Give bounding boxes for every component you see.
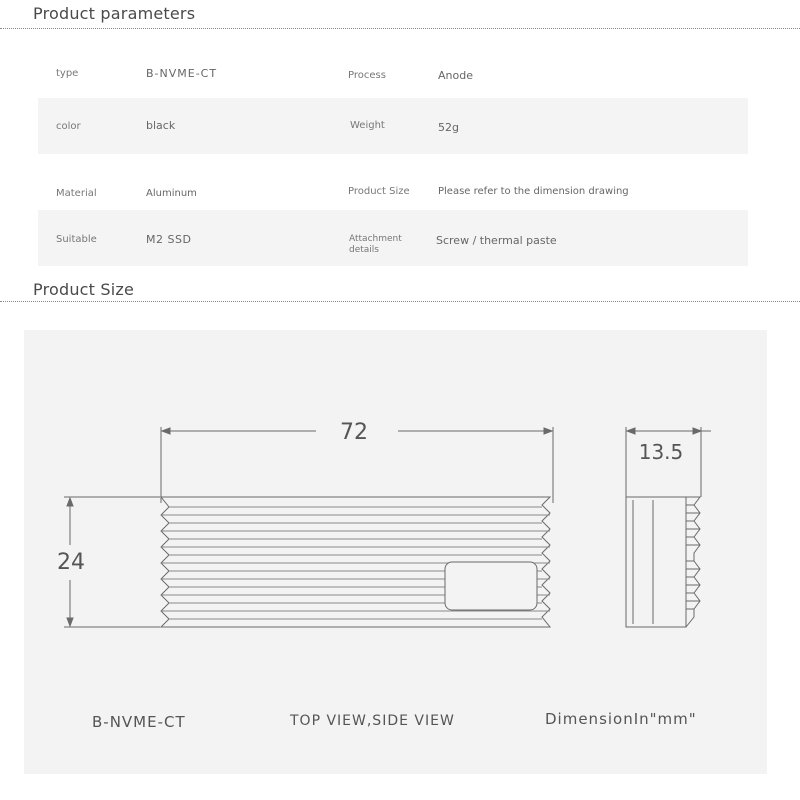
param-value: Screw / thermal paste <box>436 234 557 247</box>
length-label: 72 <box>340 420 368 445</box>
param-label: Process <box>348 70 386 81</box>
label-window <box>445 562 537 610</box>
dimension-drawing <box>24 330 767 774</box>
param-value: B-NVME-CT <box>146 67 218 80</box>
product-parameters-title: Product parameters <box>33 4 196 23</box>
param-value: black <box>146 119 176 132</box>
arrow-icon <box>544 428 552 434</box>
side-body <box>626 497 686 627</box>
arrow-icon <box>67 498 73 506</box>
arrow-icon <box>693 428 701 434</box>
thickness-label: 13.5 <box>638 440 684 464</box>
views-caption: TOP VIEW,SIDE VIEW <box>290 713 455 729</box>
param-value: Please refer to the dimension drawing <box>438 186 629 197</box>
width-label: 24 <box>57 550 85 575</box>
param-row <box>38 172 748 210</box>
section-divider <box>0 28 800 29</box>
model-caption: B-NVME-CT <box>92 713 186 731</box>
param-value: Anode <box>438 69 473 82</box>
param-row <box>38 56 748 94</box>
arrow-icon <box>627 428 635 434</box>
param-row <box>38 98 748 154</box>
section-divider <box>0 301 800 302</box>
param-label: Attachment details <box>349 234 402 255</box>
param-value: Aluminum <box>146 188 197 199</box>
param-label: Product Size <box>348 186 410 197</box>
param-value: M2 SSD <box>146 233 192 246</box>
param-label: color <box>56 121 81 132</box>
param-label: Suitable <box>56 234 97 245</box>
dimension-drawing-svg <box>24 330 767 774</box>
param-row <box>38 210 748 266</box>
side-fins <box>686 497 700 627</box>
top-view <box>161 497 550 627</box>
arrow-icon <box>67 618 73 626</box>
param-label: Material <box>56 188 97 199</box>
product-size-title: Product Size <box>33 280 135 299</box>
side-view <box>626 497 700 627</box>
unit-caption: DimensionIn"mm" <box>545 710 697 728</box>
param-value: 52g <box>438 121 459 134</box>
param-label: Weight <box>350 120 385 131</box>
arrow-icon <box>162 428 170 434</box>
param-label: type <box>56 68 79 79</box>
